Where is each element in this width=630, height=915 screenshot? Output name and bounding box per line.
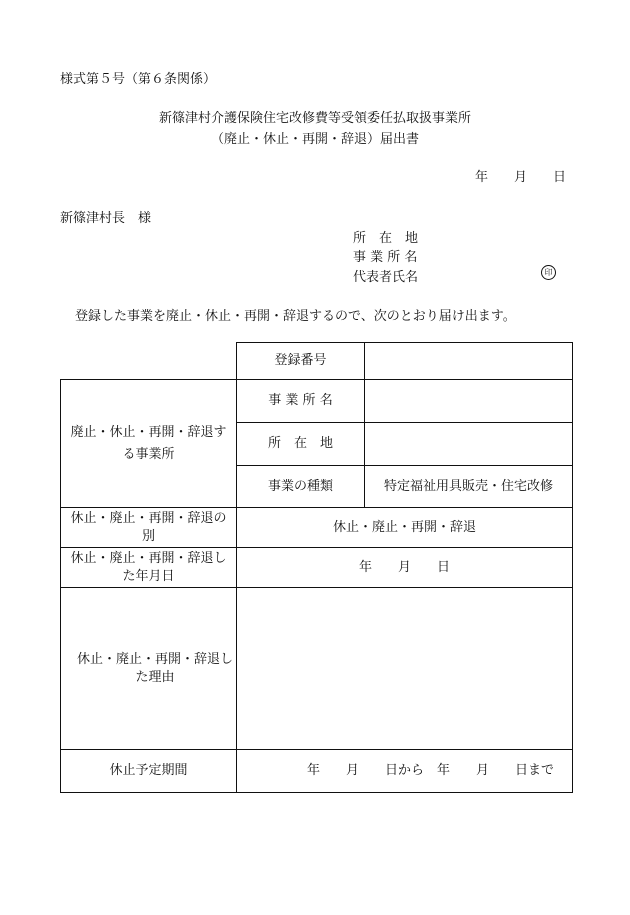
period-value[interactable]: 年 月 日から 年 月 日まで [237,750,573,793]
reason-label [61,588,237,750]
office-name-field[interactable] [365,380,573,423]
date-value[interactable]: 年 月 日 [237,548,573,588]
registration-number-label: 登録番号 [237,343,365,380]
type-label [61,508,237,548]
notice-text: 登録した事業を廃止・休止・再開・辞退するので、次のとおり届け出ます。 [75,309,516,324]
reason-field[interactable] [237,588,573,750]
form-number: 様式第５号（第６条関係） [60,72,217,87]
seal-mark-icon: 印 [541,265,556,280]
applicant-address-label: 所 在 地 [353,231,419,246]
type-label-text: 休止・廃止・再開・辞退の別 [70,510,227,544]
document-title-line1: 新篠津村介護保険住宅改修費等受領委任払取扱事業所 [158,111,471,126]
addressee: 新篠津村長 様 [60,211,152,226]
business-type-value: 特定福祉用具販売・住宅改修 [365,466,573,508]
date-label-text: 休止・廃止・再開・辞退した年月日 [70,550,227,584]
period-label: 休止予定期間 [61,750,237,793]
applicant-representative-label: 代表者氏名 [353,270,419,285]
document-title-line2: （廃止・休止・再開・辞退）届出書 [210,132,419,147]
submission-date: 年 月 日 [475,170,567,185]
registration-number-field[interactable] [365,343,573,380]
office-group-label [61,380,237,508]
office-name-label: 事 業 所 名 [237,380,365,423]
reason-label-text: 休止・廃止・再開・辞退した理由 [76,651,233,685]
office-address-label: 所 在 地 [237,423,365,466]
business-type-label: 事業の種類 [237,466,365,508]
notification-table [60,342,573,793]
applicant-office-label: 事 業 所 名 [353,250,418,265]
office-group-label-text: 廃止・休止・再開・辞退する事業所 [70,424,227,462]
office-address-field[interactable] [365,423,573,466]
blank-corner [61,343,237,380]
type-value[interactable]: 休止・廃止・再開・辞退 [237,508,573,548]
date-label [61,548,237,588]
